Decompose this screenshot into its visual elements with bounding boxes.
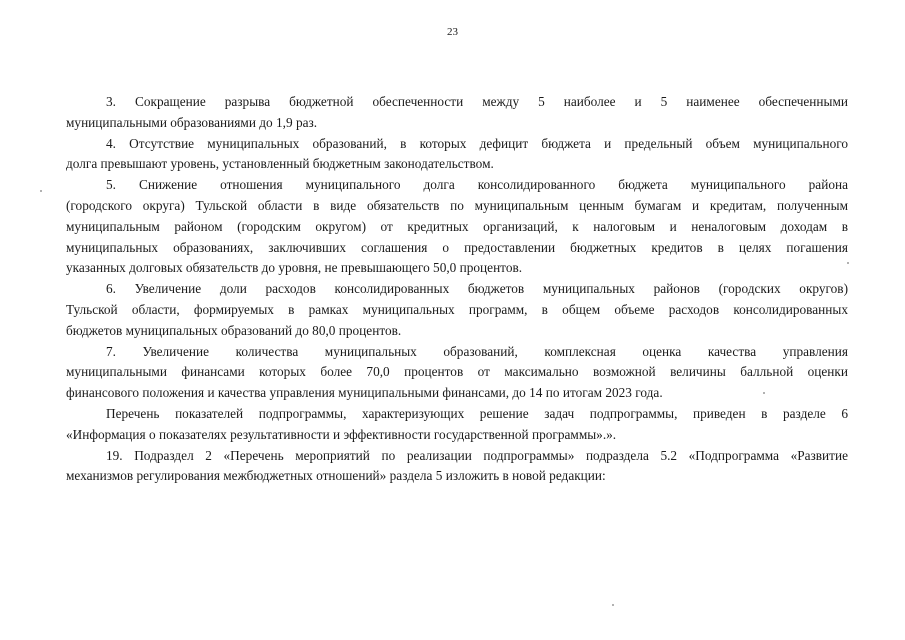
text-line: 3. Сокращение разрыва бюджетной обеспеченности между 5 наиболее и 5 наименее обеспеченными	[106, 94, 848, 109]
text-line: «Информация о показателях результативности и эффективности государственной программы».».	[66, 426, 617, 442]
text-line: финансового положения и качества управления муниципальными финансами, до 14 по итогам 2023 года.	[66, 385, 663, 401]
text-line: Тульской области, формируемых в рамках муниципальных программ, в общем объеме расходов консолидированных	[66, 301, 848, 317]
scan-speck	[40, 190, 42, 192]
text-line: Перечень показателей подпрограммы, характеризующих решение задач подпрограммы, приведен в разделе 6	[106, 405, 848, 421]
text-line: муниципальными финансами которых более 70,0 процентов от максимально возможной величины балльной оценки	[66, 364, 848, 380]
paragraph-item-19	[66, 446, 848, 488]
text-line: бюджетов муниципальных образований до 80,0 процентов.	[66, 322, 402, 338]
text-line: указанных долговых обязательств до уровня, не превышающего 50,0 процентов.	[66, 260, 523, 276]
paragraph-item-4	[66, 134, 848, 176]
paragraph-item-5	[66, 175, 848, 279]
paragraph-indicators-list	[66, 404, 848, 446]
text-line: механизмов регулирования межбюджетных отношений» раздела 5 изложить в новой редакции:	[66, 468, 606, 484]
text-line: долга превышают уровень, установленный бюджетным законодательством.	[66, 156, 494, 172]
paragraph-item-7	[66, 342, 848, 404]
scan-speck	[847, 262, 849, 264]
page-number: 23	[447, 26, 458, 38]
text-line: муниципальными образованиями до 1,9 раз.	[66, 114, 318, 130]
text-line: 7. Увеличение количества муниципальных образований, комплексная оценка качества управления	[106, 343, 848, 359]
text-line: муниципальных образованиях, заключивших соглашения о предоставлении бюджетных кредитов в целях погашения	[66, 239, 848, 255]
text-line: 5. Снижение отношения муниципального долга консолидированного бюджета муниципального района	[106, 177, 848, 193]
text-line: муниципальным районом (городским округом) от кредитных организаций, к налоговым и неналоговым доходам в	[66, 218, 848, 234]
text-line: (городского округа) Тульской области в виде обязательств по муниципальным ценным бумагам и кредитам, полученным	[66, 197, 848, 213]
paragraph-item-6	[66, 279, 848, 341]
text-line: 6. Увеличение доли расходов консолидированных бюджетов муниципальных районов (городских округов)	[106, 281, 848, 297]
paragraph-item-3	[66, 92, 848, 134]
text-line: 4. Отсутствие муниципальных образований, в которых дефицит бюджета и предельный объем муниципального	[106, 135, 848, 151]
scan-speck	[612, 604, 614, 606]
text-line: 19. Подраздел 2 «Перечень мероприятий по реализации подпрограммы» подраздела 5.2 «Подпрограмма «Развитие	[106, 447, 848, 463]
document-body	[66, 92, 848, 487]
scan-speck	[763, 392, 765, 394]
